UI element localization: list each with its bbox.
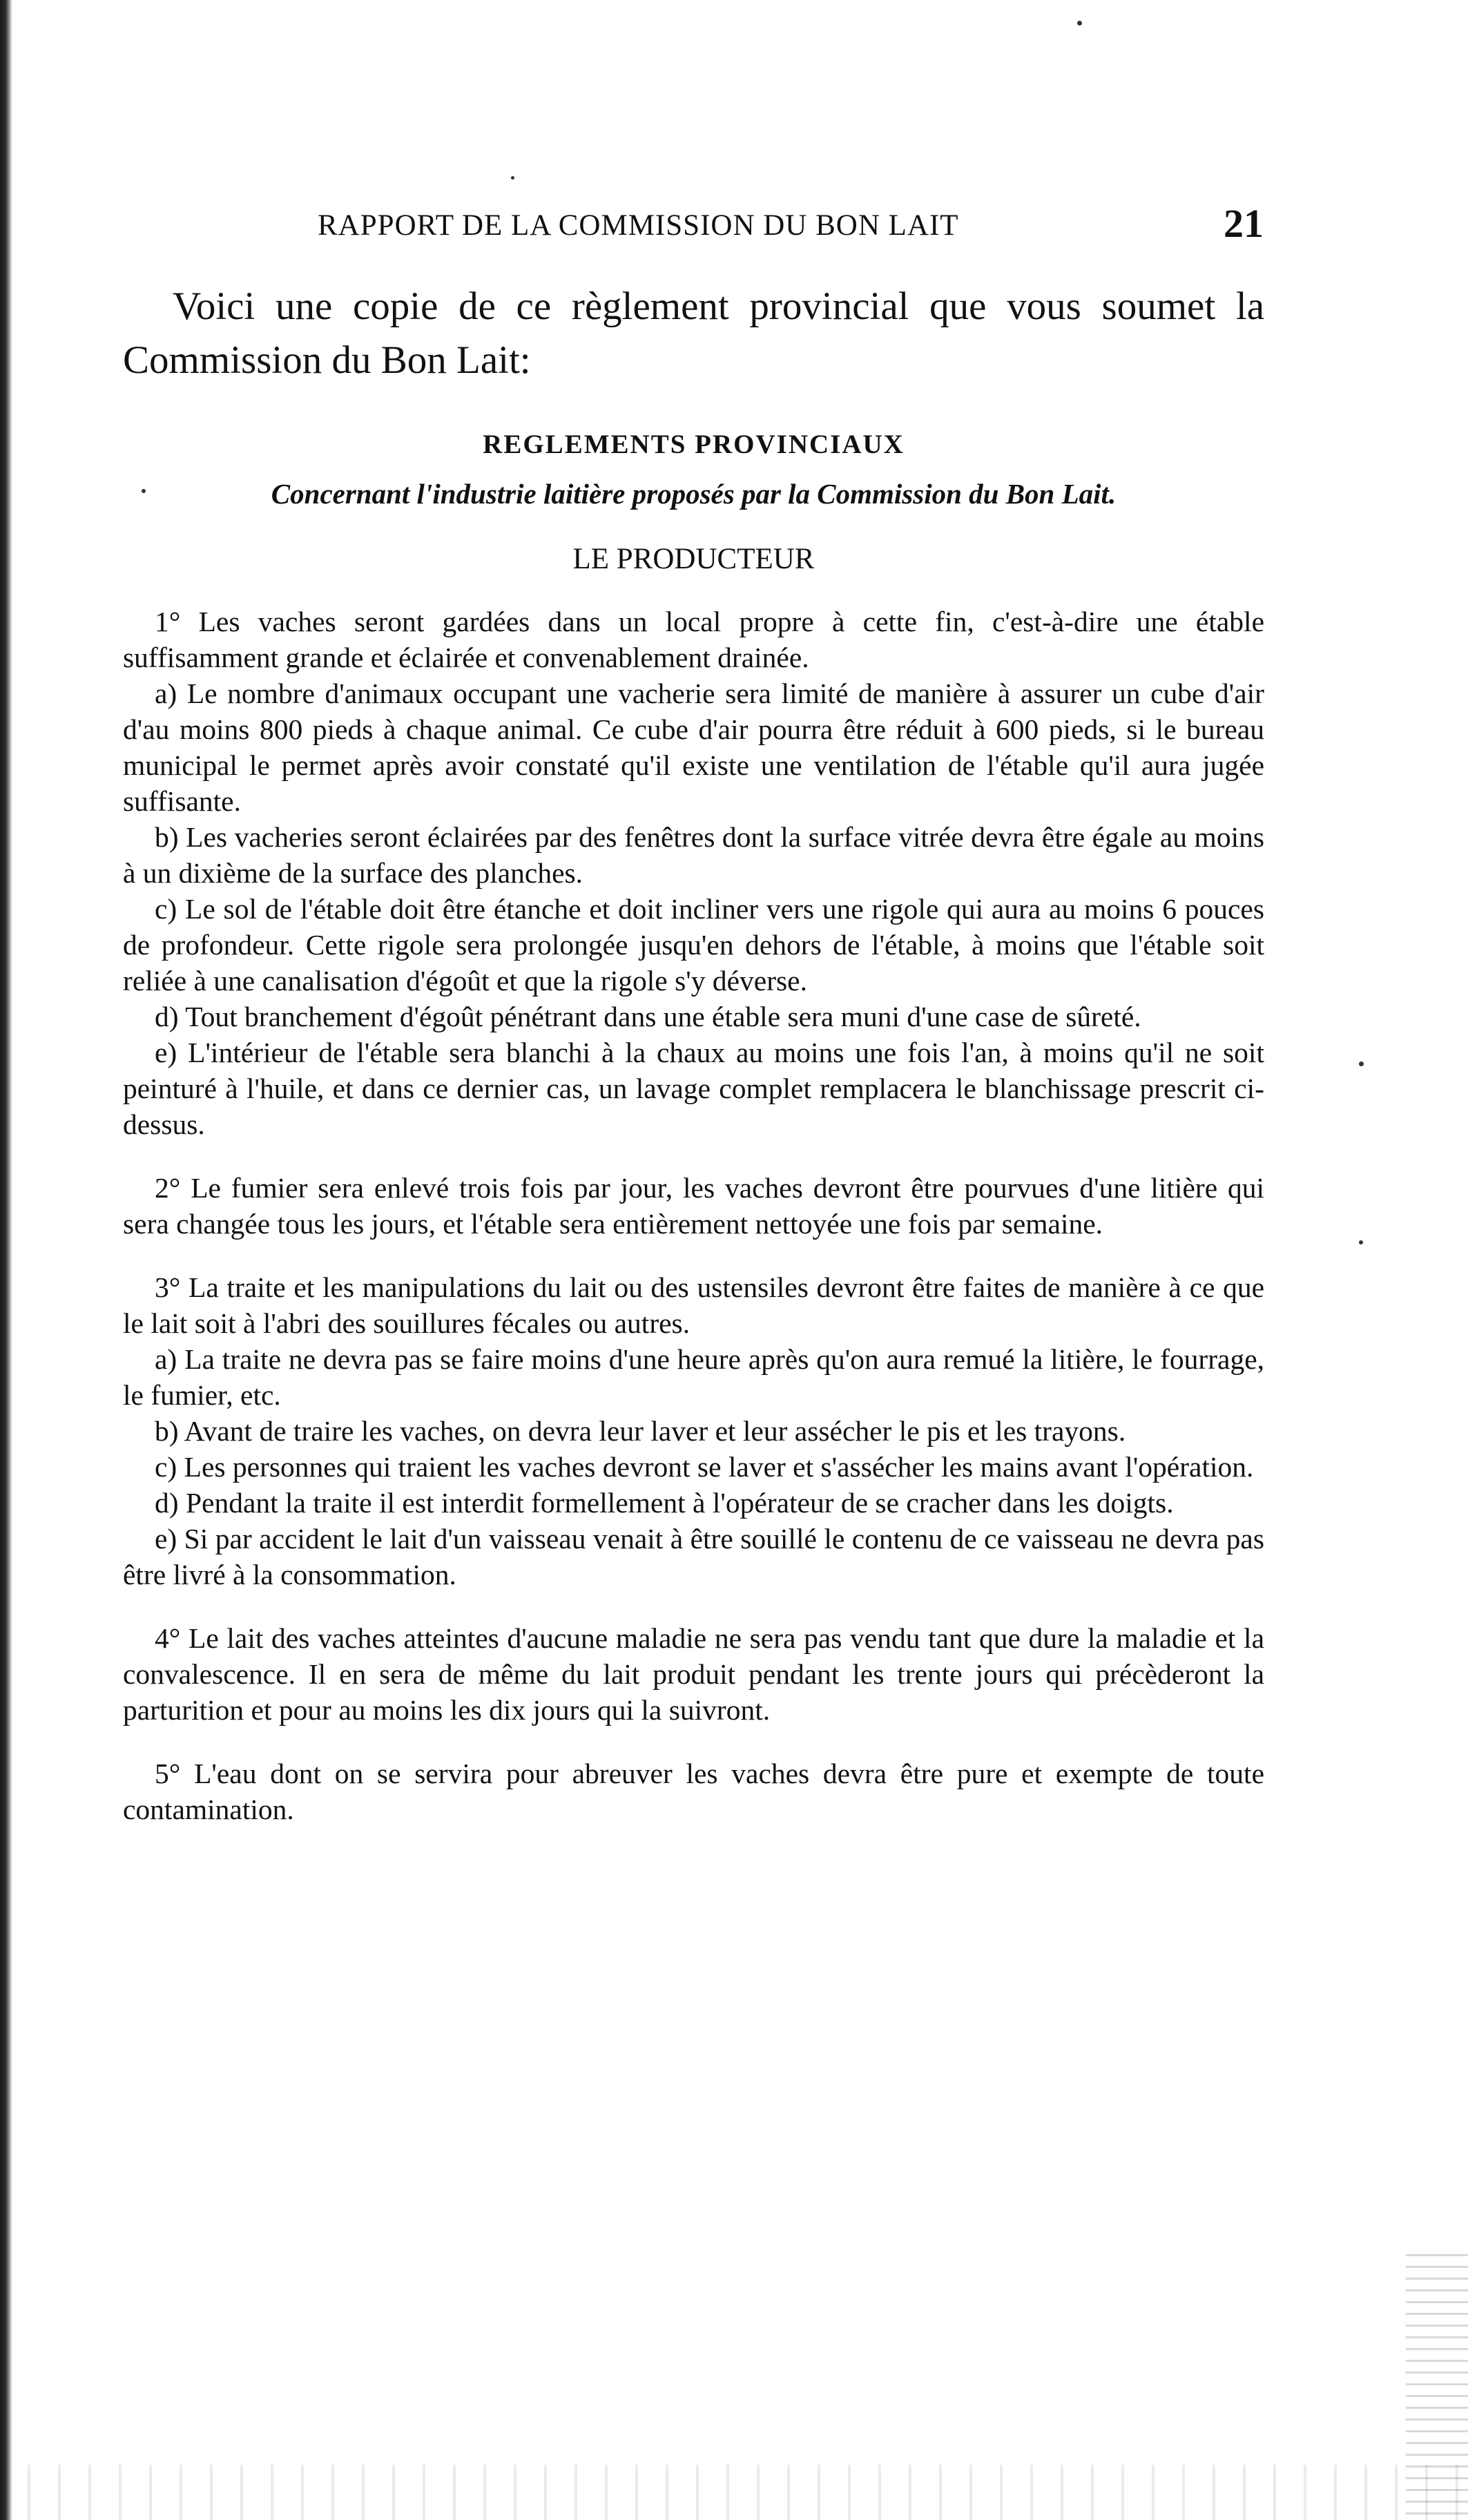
article-text: 2° Le fumier sera enlevé trois fois par jour, les vaches devront être pourvues d'une litière qui sera changée tous les jours, et l'étable sera entièrement nettoyée une fois par semaine. [123, 1172, 1264, 1240]
regulations-subtitle: Concernant l'industrie laitière proposés par la Commission du Bon Lait. [271, 478, 1117, 510]
scan-speck [1359, 1061, 1364, 1066]
article-item: e) Si par accident le lait d'un vaisseau venait à être souillé le contenu de ce vaisseau ne devra pas être livré à la consommation. [123, 1523, 1264, 1590]
article-item: c) Les personnes qui traient les vaches devront se laver et s'assécher les mains avant l'opération. [155, 1451, 1254, 1483]
article-4 [123, 1620, 1264, 1728]
binding-edge [0, 0, 12, 2520]
article-item: d) Pendant la traite il est interdit formellement à l'opérateur de se cracher dans les doigts. [155, 1487, 1174, 1519]
scan-speck [511, 176, 514, 180]
article-item: b) Avant de traire les vaches, on devra leur laver et leur assécher le pis et les trayons. [155, 1415, 1126, 1447]
article-item: d) Tout branchement d'égoût pénétrant dans une étable sera muni d'une case de sûreté. [155, 1001, 1141, 1032]
article-item: b) Les vacheries seront éclairées par des fenêtres dont la surface vitrée devra être égale au moins à un dixième de la surface des planches. [123, 821, 1264, 889]
intro-paragraph: Voici une copie de ce règlement provincial que vous soumet la Commission du Bon Lait: [123, 285, 1264, 382]
article-item: e) L'intérieur de l'étable sera blanchi à la chaux au moins une fois l'an, à moins qu'il ne soit peinturé à l'huile, et dans ce dernier cas, un lavage complet remplacera le blanchissage prescrit ci-dessus. [123, 1037, 1264, 1140]
scan-noise [0, 2465, 1468, 2520]
running-head: RAPPORT DE LA COMMISSION DU BON LAIT [318, 209, 959, 242]
scan-speck [1077, 21, 1082, 26]
regulations-title: REGLEMENTS PROVINCIAUX [483, 430, 905, 459]
article-text: 5° L'eau dont on se servira pour abreuver les vaches devra être pure et exempte de toute contamination. [123, 1758, 1264, 1825]
scan-speck [1359, 1240, 1363, 1244]
article-text: 3° La traite et les manipulations du lait ou des ustensiles devront être faites de manière à ce que le lait soit à l'abri des souillures fécales ou autres. [123, 1271, 1264, 1339]
article-1 [123, 604, 1264, 1142]
article-3 [123, 1269, 1264, 1593]
article-5 [123, 1756, 1264, 1827]
article-text: 1° Les vaches seront gardées dans un local propre à cette fin, c'est-à-dire une étable suffisamment grande et éclairée et convenablement drainée. [123, 606, 1264, 673]
article-item: a) La traite ne devra pas se faire moins d'une heure après qu'on aura remué la litière, le fourrage, le fumier, etc. [123, 1343, 1264, 1411]
article-item: c) Le sol de l'étable doit être étanche et doit incliner vers une rigole qui aura au moins 6 pouces de profondeur. Cette rigole sera prolongée jusqu'en dehors de l'étable, à moins que l'étable soit reliée à une canalisation d'égoût et que la rigole s'y déverse. [123, 893, 1264, 997]
article-2 [123, 1170, 1264, 1242]
section-heading: LE PRODUCTEUR [572, 543, 815, 575]
article-item: a) Le nombre d'animaux occupant une vacherie sera limité de manière à assurer un cube d'air d'au moins 800 pieds à chaque animal. Ce cube d'air pourra être réduit à 600 pieds, si le bureau municipal le permet après avoir constaté qu'il existe une ventilation de l'étable qu'il aura jugée suffisante. [123, 677, 1264, 817]
page-number: 21 [1224, 201, 1264, 246]
page-header [318, 200, 1264, 256]
page-content [123, 280, 1264, 1827]
article-text: 4° Le lait des vaches atteintes d'aucune maladie ne sera pas vendu tant que dure la maladie et la convalescence. Il en sera de même du lait produit pendant les trente jours qui précèderont la parturition et pour au moins les dix jours qui la suivront. [123, 1622, 1264, 1726]
